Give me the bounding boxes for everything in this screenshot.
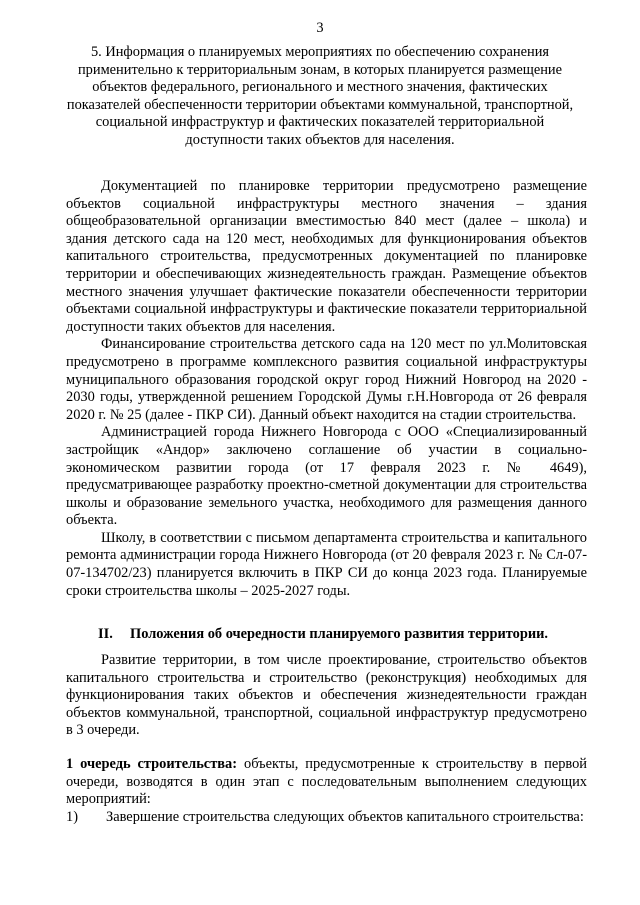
paragraph-school-plan: Школу, в соответствии с письмом департамента строительства и капитального ремонта администрации города Нижнего Новгорода (от 20 февраля 2023 г. № Сл-07-07-134702/23) планируется включить в ПКР СИ до конца 2023 года. Планируемые сроки строительства школы – 2025-2027 годы. [66,529,587,599]
section-2-title-text: Положения об очередности планируемого развития территории. [130,626,549,642]
section-2-stage-1 [66,756,587,826]
paragraph-kindergarten-financing: Финансирование строительства детского сада на 120 мест по ул.Молитовская предусмотрено в программе комплексного развития социальной инфраструктуры муниципального образования городской округ город Нижний Новгород на 2020 - 2030 годы, утвержденной решением Городской Думы г.Н.Новгорода от 26 февраля 2020 г. № 25 (далее - ПКР СИ). Данный объект находится на стадии строительства. [66,336,587,423]
list-item-1-text: Завершение строительства следующих объектов капитального строительства: [106,808,584,825]
paragraph-development-stages: Развитие территории, в том числе проектирование, строительство объектов капитального строительства и строительство (реконструкция) необходимых для функционирования таких объектов и обеспечения жизнедеятельности граждан объектов коммунальной, транспортной, социальной инфраструктур предусмотрено в 3 очереди. [66,652,587,739]
list-item-1-marker: 1) [66,808,78,825]
paragraph-planning-docs: Документацией по планировке территории предусмотрено размещение объектов социальной инфраструктуры местного значения – здания общеобразовательной организации вместимостью 840 мест (далее – школа) и здания детского сада на 120 мест, необходимых для функционирования объектов капитального строительства, предусмотренных документацией по планировке территории и обеспечивающих жизнедеятельность граждан. Размещение объектов местного значения улучшает фактические показатели обеспеченности территории объектами социальной инфраструктуры и фактические показатели территориальной доступности таких объектов для населения. [66,178,587,335]
paragraph-stage-1 [66,756,587,809]
section-2-intro [66,652,587,740]
paragraph-agreement-andor: Администрацией города Нижнего Новгорода с ООО «Специализированный застройщик «Андор» заключено соглашение об участии в социально-экономическом развитии города (от 17 февраля 2023 г. № 4649), предусматривающее разработку проектно-сметной документации для строительства школы и образование земельного участка, необходимого для размещения данного объекта. [66,424,587,529]
stage-1-label: 1 очередь строительства: [66,756,238,772]
stage-1-text: объекты, предусмотренные к строительству в первой очереди, возводятся в один этап с последовательным выполнением следующих мероприятий: [66,756,587,808]
list-item-1 [66,809,587,827]
section-2-title [98,626,548,644]
page-number: 3 [316,20,324,36]
section-5-body [66,178,587,600]
section-2-number: II. [98,626,113,642]
section-5-heading: 5. Информация о планируемых мероприятиях по обеспечению сохранения применительно к территориальным зонам, в которых планируется размещение объектов федерального, регионального и местного значения, фактических показателей обеспеченности территории объектами коммунальной, транспортной, социальной инфраструктур и фактических показателей территориальной доступности таких объектов для населения. [66,44,574,148]
